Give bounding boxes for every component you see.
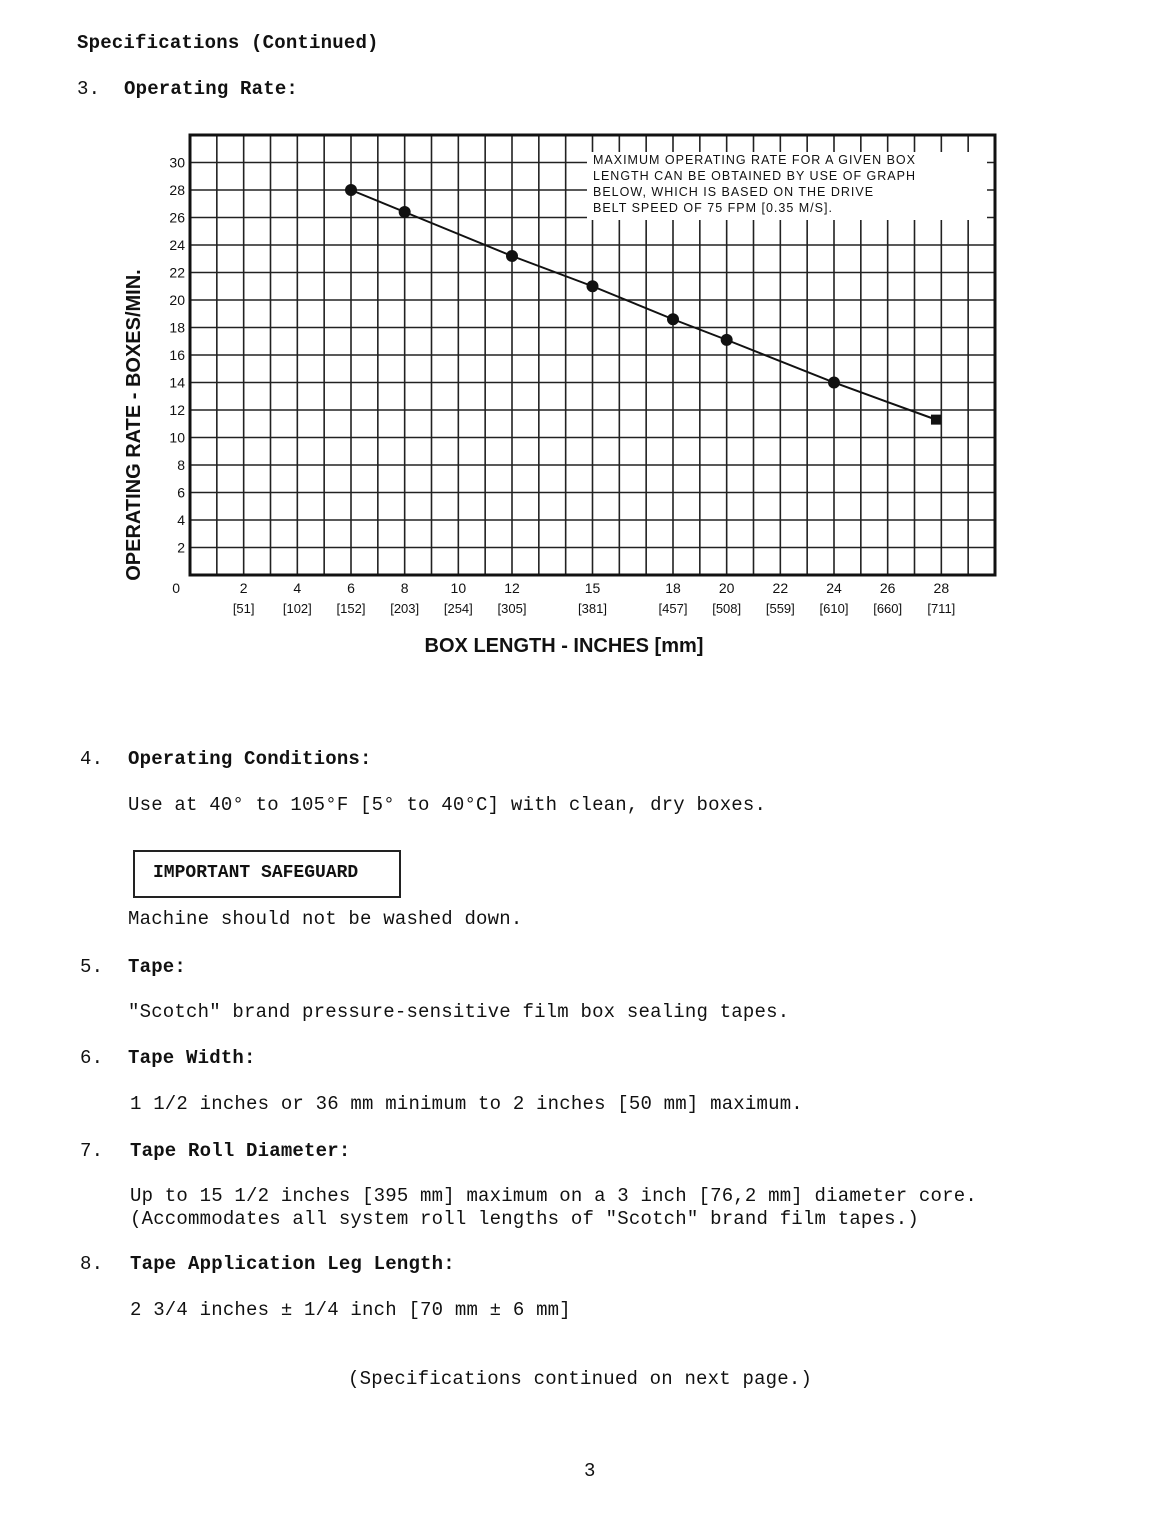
y-tick-label: 28 <box>169 182 185 198</box>
y-tick-labels <box>169 155 185 597</box>
data-point <box>721 334 733 346</box>
y-tick-label: 12 <box>169 402 185 418</box>
x-tick-label-inches: 4 <box>293 580 302 596</box>
safeguard-label: IMPORTANT SAFEGUARD <box>153 863 359 883</box>
x-tick-label-inches: 10 <box>450 580 467 596</box>
item-6-heading: Tape Width: <box>128 1047 256 1069</box>
safeguard-text: Machine should not be washed down. <box>128 908 523 930</box>
x-tick-label-mm: [508] <box>712 601 742 616</box>
item-5-number: 5. <box>80 956 104 978</box>
y-tick-label: 10 <box>169 429 185 446</box>
x-tick-label-mm: [711] <box>927 601 956 616</box>
item-6-text: 1 1/2 inches or 36 mm minimum to 2 inches [50 mm] maximum. <box>130 1093 803 1115</box>
item-8-text: 2 3/4 inches ± 1/4 inch [70 mm ± 6 mm] <box>130 1299 571 1321</box>
x-tick-label-inches: 20 <box>718 580 735 596</box>
x-tick-labels <box>233 580 955 616</box>
data-point <box>399 206 411 218</box>
y-tick-label: 8 <box>177 457 185 473</box>
item-3-heading: Operating Rate: <box>124 78 299 100</box>
x-tick-label-mm: [254] <box>443 601 473 616</box>
x-tick-label-mm: [203] <box>390 601 420 616</box>
y-tick-label: 4 <box>177 512 185 528</box>
item-6-number: 6. <box>80 1047 104 1069</box>
item-4-heading: Operating Conditions: <box>128 748 372 770</box>
x-tick-label-mm: [660] <box>873 601 903 616</box>
data-point <box>587 280 599 292</box>
x-tick-label-inches: 22 <box>772 580 789 596</box>
x-tick-label-mm: [305] <box>497 601 527 616</box>
item-8-heading: Tape Application Leg Length: <box>130 1253 455 1275</box>
x-axis-label: BOX LENGTH - INCHES [mm] <box>424 635 704 657</box>
series-line <box>351 190 936 420</box>
x-tick-label-inches: 28 <box>933 580 950 596</box>
section-title: Specifications (Continued) <box>77 32 379 54</box>
x-tick-label-inches: 18 <box>665 580 681 596</box>
x-tick-label-inches: 12 <box>504 580 520 596</box>
x-tick-label-inches: 15 <box>584 580 601 596</box>
y-tick-label: 24 <box>169 237 185 253</box>
origin-label: 0 <box>172 580 180 596</box>
item-5-heading: Tape: <box>128 956 187 978</box>
x-tick-label-mm: [559] <box>765 601 795 616</box>
important-safeguard-box <box>133 850 401 898</box>
item-7-text-line2: (Accommodates all system roll lengths of "Scotch" brand film tapes.) <box>130 1208 919 1230</box>
y-tick-label: 16 <box>169 347 185 363</box>
x-tick-label-inches: 2 <box>239 580 248 596</box>
y-tick-label: 18 <box>169 319 185 336</box>
y-tick-label: 26 <box>169 209 185 226</box>
x-tick-label-mm: [457] <box>658 601 688 616</box>
x-tick-label-inches: 6 <box>347 580 355 596</box>
item-8-number: 8. <box>80 1253 104 1275</box>
x-tick-label-inches: 24 <box>826 580 842 596</box>
item-5-text: "Scotch" brand pressure-sensitive film box sealing tapes. <box>128 1001 790 1023</box>
page-number: 3 <box>584 1460 596 1482</box>
data-point <box>931 415 941 425</box>
y-axis-label: OPERATING RATE - BOXES/MIN. <box>123 269 145 581</box>
y-tick-label: 2 <box>177 539 185 556</box>
data-point <box>667 313 679 325</box>
y-tick-label: 20 <box>169 292 185 308</box>
operating-rate-chart <box>115 120 1015 660</box>
x-tick-label-mm: [610] <box>819 601 849 616</box>
x-tick-label-mm: [51] <box>232 601 255 616</box>
item-4-number: 4. <box>80 748 104 770</box>
item-4-text: Use at 40° to 105°F [5° to 40°C] with clean, dry boxes. <box>128 794 767 816</box>
x-tick-label-mm: [152] <box>336 601 366 616</box>
data-point <box>506 250 518 262</box>
x-tick-label-mm: [102] <box>282 601 312 616</box>
x-tick-label-mm: [381] <box>578 601 607 616</box>
continued-note: (Specifications continued on next page.) <box>348 1368 813 1390</box>
item-7-heading: Tape Roll Diameter: <box>130 1140 351 1162</box>
y-tick-label: 14 <box>169 374 185 391</box>
item-7-text-line1: Up to 15 1/2 inches [395 mm] maximum on a 3 inch [76,2 mm] diameter core. <box>130 1185 977 1207</box>
data-point <box>345 184 357 196</box>
chart-annotation: MAXIMUM OPERATING RATE FOR A GIVEN BOX LENGTH CAN BE OBTAINED BY USE OF GRAPH BELOW, WHICH IS BASED ON THE DRIVE BELT SPEED OF 75 FPM [0.35 M/S]. <box>593 153 917 215</box>
y-tick-label: 6 <box>177 484 185 501</box>
y-tick-label: 30 <box>169 154 185 171</box>
item-3-number: 3. <box>77 78 101 100</box>
chart-series <box>345 184 941 425</box>
item-7-number: 7. <box>80 1140 104 1162</box>
x-tick-label-inches: 8 <box>400 580 409 596</box>
y-tick-label: 22 <box>169 264 185 281</box>
data-point <box>828 377 840 389</box>
x-tick-label-inches: 26 <box>879 580 896 596</box>
